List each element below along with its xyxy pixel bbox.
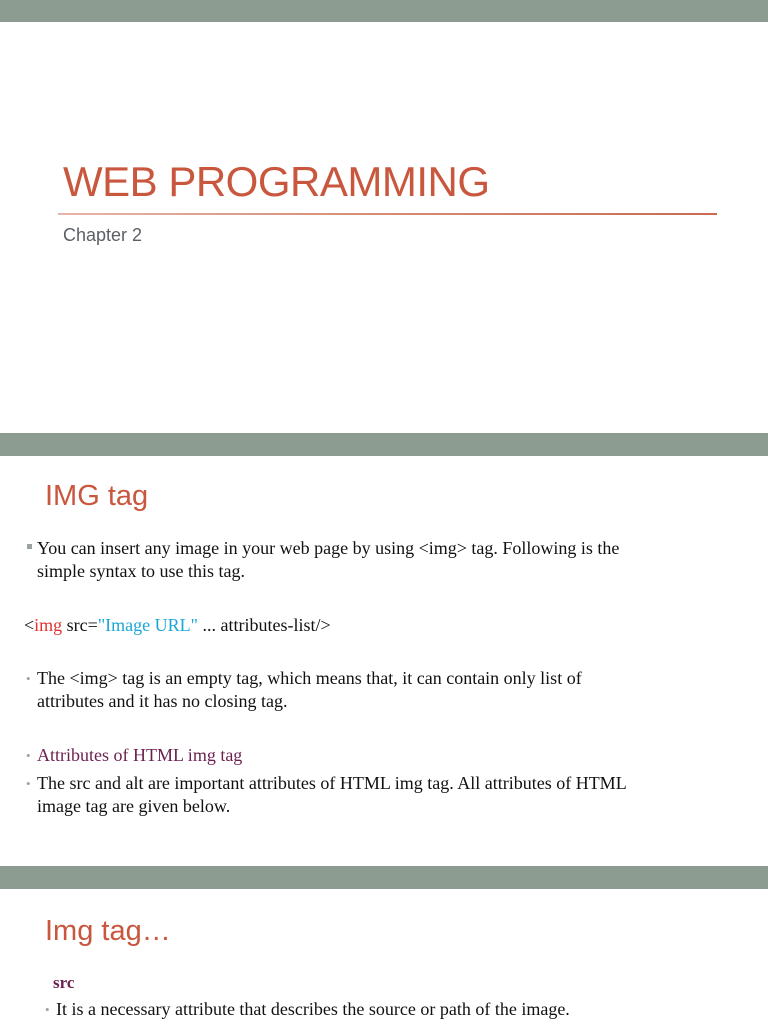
bullet-text: It is a necessary attribute that describes the source or path of the image. bbox=[56, 999, 570, 1019]
bullet-line: attributes and it has no closing tag. bbox=[37, 691, 288, 711]
bullet-line: simple syntax to use this tag. bbox=[37, 561, 245, 581]
bullet-line: The src and alt are important attributes of HTML img tag. All attributes of HTML bbox=[37, 773, 627, 793]
title-slide bbox=[0, 22, 768, 433]
title-divider bbox=[58, 213, 717, 215]
code-tag-name: img bbox=[34, 615, 63, 635]
bullet-line: The <img> tag is an empty tag, which means that, it can contain only list of bbox=[37, 668, 582, 688]
slide-separator bbox=[0, 866, 768, 889]
slide-subtitle: Chapter 2 bbox=[63, 225, 143, 245]
code-bracket: < bbox=[24, 615, 35, 635]
img-tag-slide bbox=[0, 456, 768, 866]
img-tag-continued-slide bbox=[0, 889, 768, 1024]
slide-heading: IMG tag bbox=[45, 480, 149, 512]
bullet-text bbox=[37, 667, 582, 713]
bullet-line: You can insert any image in your web page by using <img> tag. Following is the bbox=[37, 538, 620, 558]
bullet-text bbox=[37, 772, 627, 818]
code-attribute-value: "Image URL" bbox=[97, 615, 198, 635]
slide-title: WEB PROGRAMMING bbox=[63, 158, 490, 205]
bullet-line: image tag are given below. bbox=[37, 796, 231, 816]
square-bullet-icon bbox=[27, 544, 32, 549]
bullet-text-highlight: Attributes of HTML img tag bbox=[37, 745, 243, 765]
bullet-icon: • bbox=[26, 671, 31, 686]
bullet-icon: • bbox=[45, 1002, 50, 1017]
code-rest: ... attributes-list/> bbox=[197, 615, 331, 635]
code-attribute: src= bbox=[62, 615, 98, 635]
bullet-text bbox=[37, 537, 619, 583]
code-syntax bbox=[24, 614, 331, 637]
bullet-icon: • bbox=[26, 776, 31, 791]
bullet-icon: • bbox=[26, 748, 31, 763]
attribute-label: src bbox=[53, 973, 75, 992]
slide-heading: Img tag… bbox=[45, 915, 171, 947]
slide-separator bbox=[0, 433, 768, 456]
